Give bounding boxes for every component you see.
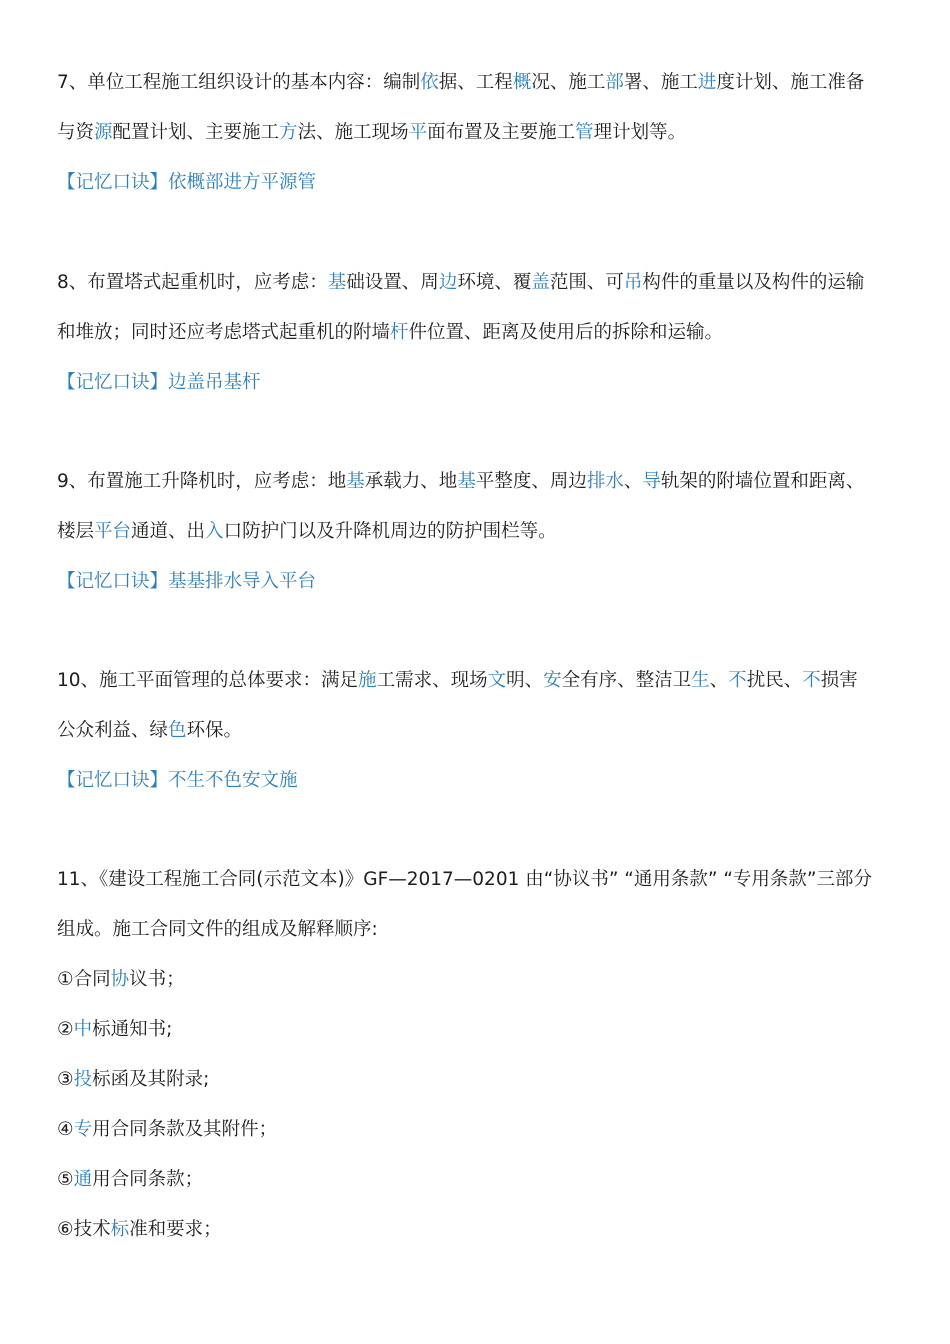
memory-mnemonic: 【记忆口诀】依概部进方平源管 <box>57 172 317 193</box>
paragraph-line <box>57 1167 203 1193</box>
paragraph-line <box>57 1217 222 1243</box>
highlighted-keyword: 平 <box>408 122 428 143</box>
text-segment: 11、《建设工程施工合同(示范文本)》GF—2017—0201 由“协议书” “通用条款” “专用条款”三部分 <box>57 869 873 890</box>
highlighted-keyword: 基 <box>346 471 365 492</box>
highlighted-keyword: 专 <box>73 1119 93 1140</box>
paragraph-line <box>57 867 872 893</box>
text-segment: 构件的重量以及构件的运输 <box>642 272 865 293</box>
text-segment: 9、布置施工升降机时，应考虑：地 <box>57 471 347 492</box>
text-segment: 件位置、距离及使用后的拆除和运输。 <box>408 322 724 343</box>
highlighted-keyword: 杆 <box>390 322 409 343</box>
highlighted-keyword: 排水 <box>586 471 624 492</box>
text-segment: 度计划、施工准备 <box>716 72 865 93</box>
highlighted-keyword: 不 <box>802 670 821 691</box>
memory-mnemonic: 【记忆口诀】边盖吊基杆 <box>57 372 261 393</box>
text-segment: 组成。施工合同文件的组成及解释顺序: <box>57 919 378 940</box>
text-segment: ② <box>57 1019 74 1040</box>
highlighted-keyword: 部 <box>605 72 624 93</box>
highlighted-keyword: 依 <box>420 72 439 93</box>
highlighted-keyword: 盖 <box>531 272 550 293</box>
text-segment: 标通知书; <box>92 1019 173 1040</box>
highlighted-keyword: 入 <box>205 521 224 542</box>
text-segment: 环保。 <box>186 720 243 741</box>
paragraph-line <box>57 1117 277 1143</box>
highlighted-keyword: 中 <box>73 1019 93 1040</box>
text-segment: 范围、可 <box>549 272 624 293</box>
text-segment: ⑤ <box>57 1169 74 1190</box>
paragraph-line <box>57 1017 172 1043</box>
text-segment: 楼层 <box>57 521 95 542</box>
highlighted-keyword: 导 <box>642 471 661 492</box>
text-segment: 8、布置塔式起重机时，应考虑： <box>57 272 328 293</box>
text-segment: 轨架的附墙位置和距离、 <box>660 471 865 492</box>
text-segment: ①合同 <box>57 969 111 990</box>
memory-mnemonic: 【记忆口诀】基基排水导入平台 <box>57 571 317 592</box>
text-segment: 础设置、周 <box>346 272 439 293</box>
text-segment: 损害 <box>820 670 858 691</box>
paragraph-line <box>57 120 686 146</box>
highlighted-keyword: 概 <box>512 72 532 93</box>
highlighted-keyword: 进 <box>697 72 717 93</box>
text-segment: 扰民、 <box>746 670 803 691</box>
paragraph-line <box>57 320 723 346</box>
text-segment: 口防护门以及升降机周边的防护围栏等。 <box>223 521 557 542</box>
paragraph-line <box>57 1067 209 1093</box>
text-segment: 明、 <box>506 670 544 691</box>
highlighted-keyword: 平台 <box>94 521 132 542</box>
highlighted-keyword: 文 <box>487 670 507 691</box>
highlighted-keyword: 标 <box>110 1219 130 1240</box>
text-segment: ③ <box>57 1069 74 1090</box>
text-segment: 10、施工平面管理的总体要求：满足 <box>57 670 359 691</box>
text-segment: 、 <box>623 471 643 492</box>
highlighted-keyword: 源 <box>94 122 113 143</box>
highlighted-keyword: 生 <box>691 670 710 691</box>
highlighted-keyword: 边 <box>438 272 458 293</box>
memory-mnemonic: 【记忆口诀】不生不色安文施 <box>57 770 298 791</box>
text-segment: 公众利益、绿 <box>57 720 169 741</box>
text-segment: 通道、出 <box>131 521 206 542</box>
text-segment: 准和要求； <box>129 1219 222 1240</box>
highlighted-keyword: 色 <box>168 720 187 741</box>
text-segment: 理计划等。 <box>593 122 687 143</box>
highlighted-keyword: 吊 <box>623 272 643 293</box>
text-segment: 据、工程 <box>438 72 513 93</box>
highlighted-keyword: 通 <box>73 1169 93 1190</box>
text-segment: 标函及其附录; <box>92 1069 210 1090</box>
paragraph-line <box>57 668 858 694</box>
text-segment: 议书； <box>129 969 185 990</box>
text-segment: ④ <box>57 1119 74 1140</box>
highlighted-keyword: 安 <box>543 670 562 691</box>
text-segment: 用合同条款； <box>92 1169 204 1190</box>
text-segment: 工需求、现场 <box>376 670 488 691</box>
text-segment: ⑥技术 <box>57 1219 111 1240</box>
text-segment: 法、施工现场 <box>297 122 409 143</box>
text-segment: 用合同条款及其附件； <box>92 1119 278 1140</box>
text-segment: 配置计划、主要施工 <box>112 122 280 143</box>
text-segment: 署、施工 <box>623 72 698 93</box>
text-segment: 平整度、周边 <box>475 471 587 492</box>
paragraph-line <box>57 718 242 744</box>
highlighted-keyword: 管 <box>575 122 594 143</box>
paragraph-line <box>57 967 185 993</box>
paragraph-line <box>57 519 557 545</box>
highlighted-keyword: 基 <box>457 471 476 492</box>
paragraph-line <box>57 469 864 495</box>
highlighted-keyword: 基 <box>327 272 347 293</box>
text-segment: 、 <box>709 670 729 691</box>
paragraph-line <box>57 70 864 96</box>
highlighted-keyword: 不 <box>728 670 747 691</box>
text-segment: 承载力、地 <box>364 471 458 492</box>
paragraph-line <box>57 917 378 943</box>
text-segment: 环境、覆 <box>457 272 532 293</box>
text-segment: 况、施工 <box>531 72 606 93</box>
text-segment: 全有序、整洁卫 <box>561 670 692 691</box>
highlighted-keyword: 协 <box>110 969 130 990</box>
text-segment: 与资 <box>57 122 95 143</box>
text-segment: 和堆放；同时还应考虑塔式起重机的附墙 <box>57 322 391 343</box>
text-segment: 面布置及主要施工 <box>427 122 576 143</box>
text-segment: 7、单位工程施工组织设计的基本内容：编制 <box>57 72 421 93</box>
highlighted-keyword: 投 <box>73 1069 93 1090</box>
highlighted-keyword: 施 <box>358 670 377 691</box>
paragraph-line <box>57 270 864 296</box>
highlighted-keyword: 方 <box>279 122 298 143</box>
